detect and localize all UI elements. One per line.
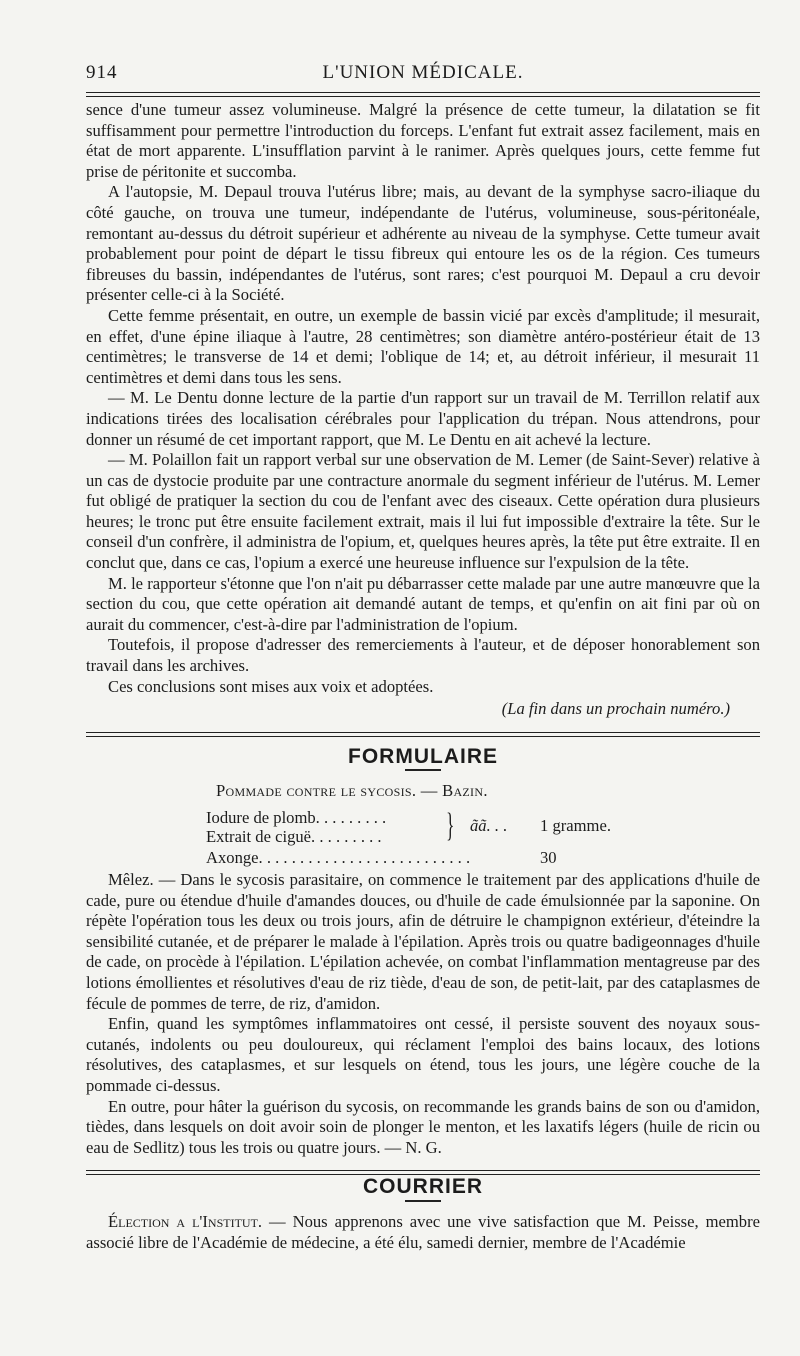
- ingredient-amount: 30: [540, 848, 557, 867]
- paragraph: En outre, pour hâter la guérison du sycosis, on recommande les grands bains de son ou d'amidon, tièdes, dans lesquels on doit avoir soin de plonger le menton, et les laxatifs légers (huile de ricin ou eau de Sedlitz) tous les trois ou quatre jours. — N. G.: [86, 1096, 760, 1157]
- paragraph: Enfin, quand les symptômes inflammatoires ont cessé, il persiste souvent des noyaux sous-cutanés, indolents ou peu douloureux, qui réclament l'emploi des bains locaux, des lotions résolutives, des cataplasmes, et sur lesquels on étend, tous les jours, une légère couche de la pommade ci-dessus.: [86, 1014, 760, 1095]
- recipe-table: [206, 808, 760, 870]
- paragraph: — M. Polaillon fait un rapport verbal sur une observation de M. Lemer (de Saint-Sever) relative à un cas de dystocie produite par une contracture anormale du segment inférieur de l'utérus. M. Lemer fut obligé de pratiquer la section du cou de l'enfant avec des ciseaux. Cette opération dura plusieurs heures; le tronc put être ensuite facilement extrait, mais il lui fut impossible d'extraire la tête. Sur le conseil d'un confrère, il administra de l'opium, et, quelques heures après, la tête put être extraite. Il en conclut que, dans ce cas, l'opium a exercé une heureuse influence sur l'expulsion de la tête.: [86, 450, 760, 573]
- recipe-title: Pommade contre le sycosis. — Bazin.: [216, 781, 488, 801]
- continuation-note: (La fin dans un prochain numéro.): [501, 699, 730, 719]
- journal-title: L'UNION MÉDICALE.: [322, 62, 524, 83]
- courrier-lead: Élection a l'Institut.: [108, 1211, 263, 1231]
- page-number: 914: [86, 62, 118, 83]
- paragraph: Cette femme présentait, en outre, un exemple de bassin vicié par excès d'amplitude; il mesurait, en effet, d'une épine iliaque à l'autre, 28 centimètres; son diamètre antéro-postérieur était de 13 centimètres; le transverse de 14 et demi; l'oblique de 14; et, au détroit inférieur, il mesurait 11 centimètres et demi dans tous les sens.: [86, 305, 760, 387]
- heading-underline: [405, 769, 441, 771]
- section-rule: [86, 732, 760, 737]
- paragraph: — M. Le Dentu donne lecture de la partie d'un rapport sur un travail de M. Terrillon relatif aux indications tirées des localisation cérébrales pour l'application du trépan. Nous attendrons, pour donner un résumé de cet important rapport, que M. Le Dentu en ait achevé la lecture.: [86, 388, 760, 449]
- running-head: [86, 62, 760, 86]
- article-body: [86, 100, 760, 1253]
- paragraph: [86, 1212, 760, 1253]
- brace-icon: }: [446, 807, 455, 844]
- header-rule: [86, 92, 760, 97]
- ingredient-name: Axonge. . . . . . . . . . . . . . . . . . . . . . . . . .: [206, 848, 471, 867]
- paragraph: A l'autopsie, M. Depaul trouva l'utérus libre; mais, au devant de la symphyse sacro-iliaque du côté gauche, on trouva une tumeur, indépendante de l'utérus, volumineuse, sous-péritonéale, remontant au-dessus du détroit supérieur et adhérente au niveau de la symphyse. Cette tumeur avait probablement pour point de départ le tissu fibreux qui entoure les os de la région. Ces tumeurs fibreuses du bassin, indépendantes de l'utérus, sont rares; c'est pourquoi M. Depaul a cru devoir présenter celle-ci à la Société.: [86, 182, 760, 305]
- paragraph: sence d'une tumeur assez volumineuse. Malgré la présence de cette tumeur, la dilatation se fit suffisamment pour permettre l'introduction du forceps. L'enfant fut extrait assez facilement, mais en état de mort apparente. L'insufflation parvint à le ranimer. Après quelques jours, cette femme fut prise de péritonite et succomba.: [86, 100, 760, 181]
- paragraph: Ces conclusions sont mises aux voix et adoptées.: [108, 676, 434, 696]
- paragraph: Mêlez. — Dans le sycosis parasitaire, on commence le traitement par des applications d'huile de cade, pure ou étendue d'huile d'amandes douces, ou d'huile de cade émulsionnée par la saponine. On répète l'opération tous les deux ou trois jours, afin de détruire le champignon extérieur, d'éteindre la sensibilité cutanée, et de préparer le malade à l'épilation. Après trois ou quatre badigeonnages d'huile de cade, on procède à l'épilation. L'épilation achevée, on combat l'inflammation mentagreuse par des lotions émollientes et résolutives d'eau de riz tiède, d'eau de son, de petit-lait, par des cataplasmes de fécule de pommes de terre, de riz, d'amidon.: [86, 870, 760, 1013]
- ingredient-amount: 1 gramme.: [540, 816, 611, 835]
- courrier-heading: COURRIER: [362, 1175, 483, 1199]
- ingredient-name: Iodure de plomb. . . . . . . . .: [206, 808, 387, 827]
- formulaire-heading: FORMULAIRE: [348, 744, 498, 768]
- courrier-text: — Nous apprenons avec une vive satisfaction que M. Peisse, membre associé libre de l'Académie de médecine, a été élu, samedi dernier, membre de l'Académie: [86, 1211, 760, 1252]
- paragraph: M. le rapporteur s'étonne que l'on n'ait pu débarrasser cette malade par une autre manœuvre que la section du cou, que cette opération ait demandé autant de temps, et qu'enfin on ait fini par où on aurait du commencer, c'est-à-dire par l'administration de l'opium.: [86, 573, 760, 634]
- ingredient-name: Extrait de ciguë. . . . . . . . .: [206, 827, 382, 846]
- heading-underline: [405, 1200, 441, 1202]
- ingredient-aa-label: ãã. . .: [470, 816, 508, 835]
- paragraph: Toutefois, il propose d'adresser des remerciements à l'auteur, et de déposer honorablement son travail dans les archives.: [86, 635, 760, 676]
